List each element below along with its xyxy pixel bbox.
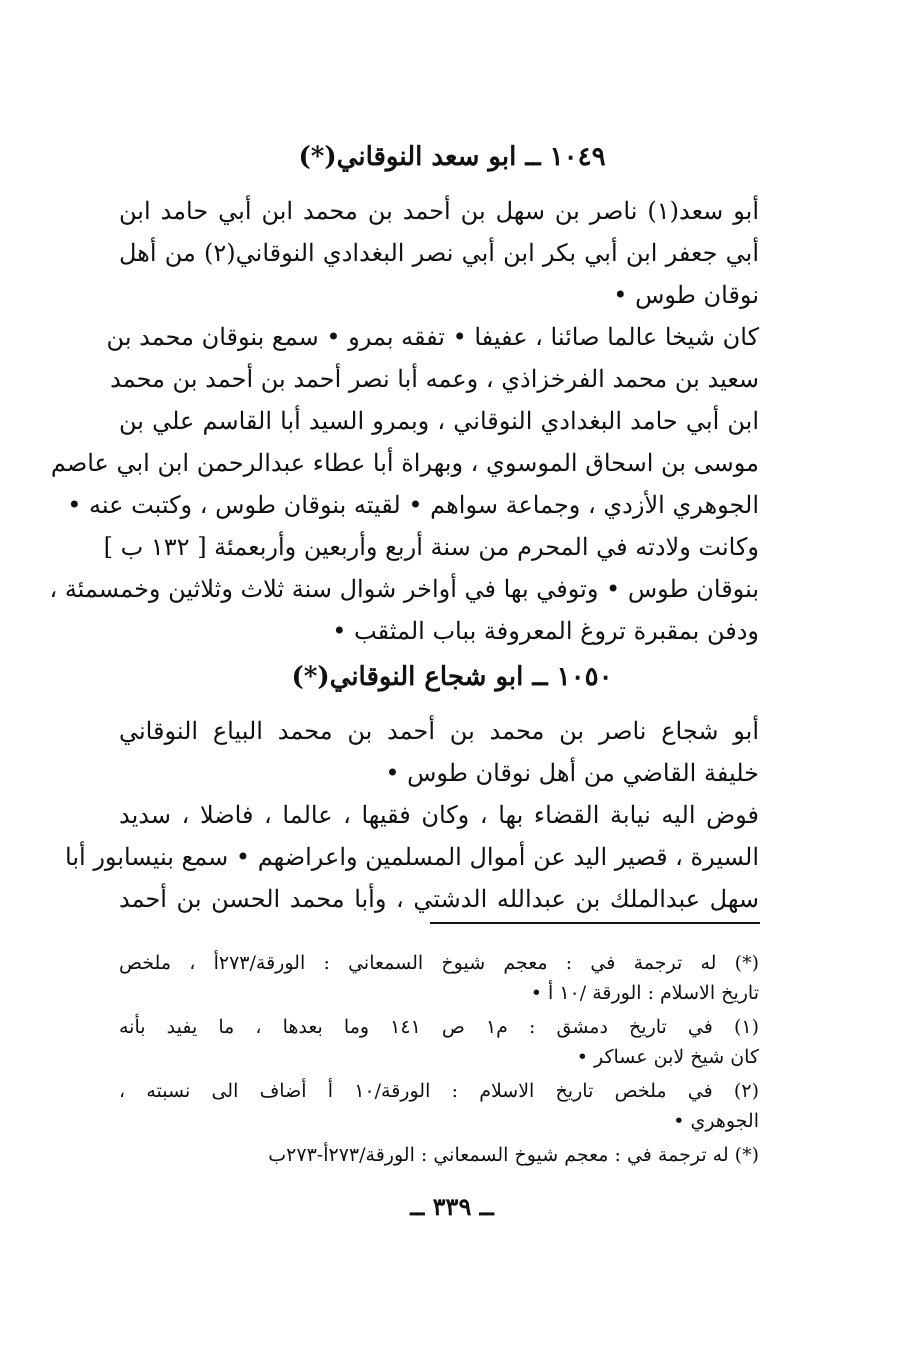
footnote-line: (*) له ترجمة في : معجم شيوخ السمعاني : الورقة/٢٧٣أ ، ملخص (119, 952, 759, 974)
footnote-line: كان شيخ لابن عساكر • (576, 1046, 759, 1068)
text-line: فوض اليه نيابة القضاء بها ، وكان فقيها ، عالما ، فاضلا ، سديد (119, 801, 759, 829)
text-line: سهل عبدالملك بن عبدالله الدشتي ، وأبا محمد الحسن بن أحمد (119, 885, 759, 913)
footnote-line: تاريخ الاسلام : الورقة /١٠ أ • (530, 982, 759, 1004)
footnote-separator (430, 922, 760, 924)
text-line: أبو سعد(١) ناصر بن سهل بن أحمد بن محمد ابن أبي حامد ابن (119, 197, 759, 225)
text-line: كان شيخا عالما صائنا ، عفيفا • تفقه بمرو • سمع بنوقان محمد بن (106, 323, 759, 351)
footnote-line: (٢) في ملخص تاريخ الاسلام : الورقة/١٠ أ أضاف الى نسبته ، (119, 1080, 759, 1102)
text-line: ودفن بمقبرة تروغ المعروفة بباب المثقب • (332, 617, 759, 645)
text-line: سعيد بن محمد الفرخزاذي ، وعمه أبا نصر أحمد بن أحمد بن محمد (110, 365, 759, 393)
text-line: خليفة القاضي من أهل نوقان طوس • (385, 759, 759, 787)
text-line: السيرة ، قصير اليد عن أموال المسلمين واعراضهم • سمع بنيسابور أبا (65, 843, 759, 871)
text-line: ابن أبي حامد البغدادي النوقاني ، وبمرو السيد أبا القاسم علي بن (119, 407, 759, 435)
footnote-line: (١) في تاريخ دمشق : م١ ص ١٤١ وما بعدها ، ما يفيد بأنه (119, 1016, 759, 1038)
footnote-line: الجوهري • (673, 1110, 759, 1132)
text-line: موسى بن اسحاق الموسوي ، وبهراة أبا عطاء عبدالرحمن ابن ابي عاصم (50, 449, 759, 477)
page-number: ــ ٣٣٩ ــ (410, 1192, 494, 1221)
text-line: الجوهري الأزدي ، وجماعة سواهم • لقيته بنوقان طوس ، وكتبت عنه • (67, 491, 759, 519)
footnote-line: (*) له ترجمة في : معجم شيوخ السمعاني : الورقة/٢٧٣أ-٢٧٣ب (268, 1144, 759, 1166)
text-line: أبي جعفر ابن أبي بكر ابن أبي نصر البغدادي النوقاني(٢) من أهل (119, 239, 759, 267)
text-line: أبو شجاع ناصر بن محمد بن أحمد بن محمد البياع النوقاني (119, 717, 759, 745)
text-line: بنوقان طوس • وتوفي بها في أواخر شوال سنة ثلاث وثلاثين وخمسمئة ، (49, 575, 759, 603)
text-line: وكانت ولادته في المحرم من سنة أربع وأربعين وأربعمئة [ ١٣٢ ب ] (103, 533, 759, 561)
entry-heading: ١٠٥٠ ــ ابو شجاع النوقاني(*) (291, 662, 613, 692)
entry-heading: ١٠٤٩ ــ ابو سعد النوقاني(*) (298, 142, 606, 172)
text-line: نوقان طوس • (613, 281, 759, 309)
